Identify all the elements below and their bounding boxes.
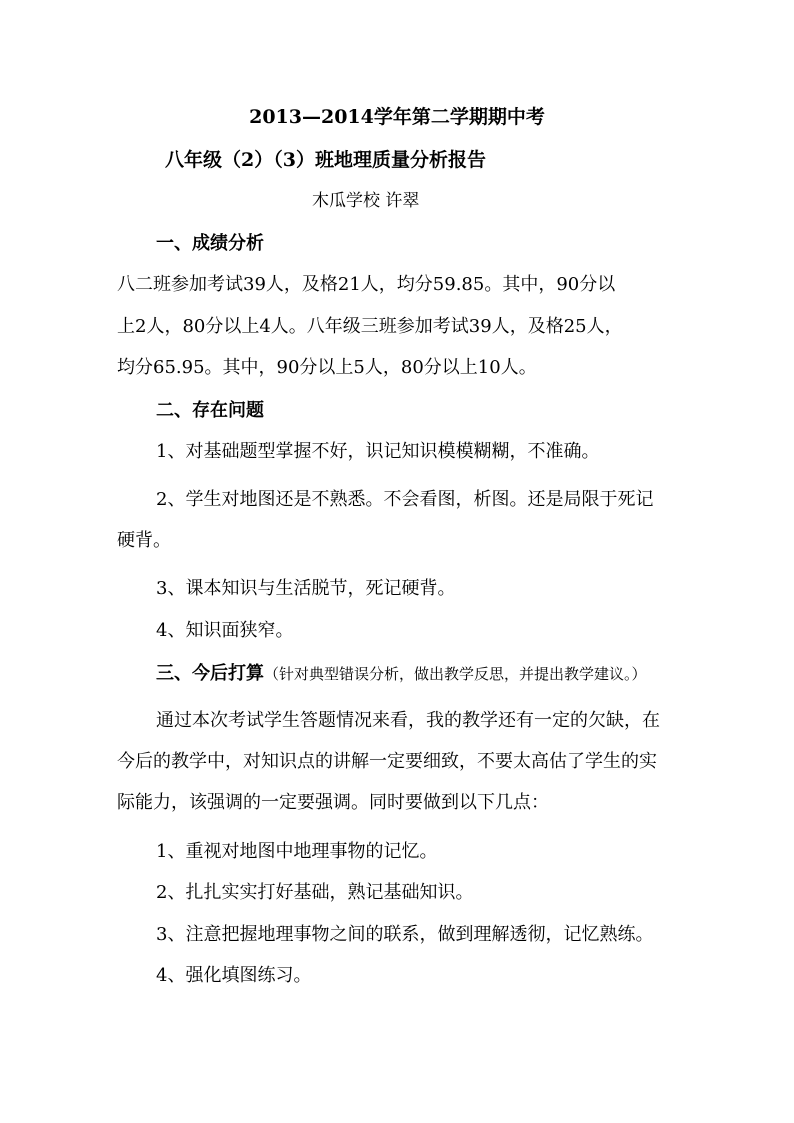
author-line: 木瓜学校 许翠 bbox=[312, 191, 420, 211]
problem-item-2: 2、学生对地图还是不熟悉。不会看图，析图。还是局限于死记 bbox=[156, 489, 654, 510]
document-title: 2013—2014学年第二学期期中考 bbox=[249, 106, 545, 128]
paragraph-line: 通过本次考试学生答题情况来看，我的教学还有一定的欠缺，在 bbox=[156, 710, 660, 731]
section-heading-score-analysis: 一、成绩分析 bbox=[156, 233, 264, 254]
problem-item-2-continued: 硬背。 bbox=[117, 530, 171, 551]
paragraph-line: 今后的教学中，对知识点的讲解一定要细致，不要太高估了学生的实 bbox=[117, 751, 657, 772]
section-heading-plans-text: 三、今后打算 bbox=[156, 663, 264, 684]
paragraph-line: 上2人，80分以上4人。八年级三班参加考试39人，及格25人， bbox=[117, 316, 623, 337]
plan-item-3: 3、注意把握地理事物之间的联系，做到理解透彻，记忆熟练。 bbox=[156, 924, 654, 945]
plan-item-4: 4、强化填图练习。 bbox=[156, 965, 312, 986]
paragraph-line: 均分65.95。其中，90分以上5人，80分以上10人。 bbox=[117, 357, 537, 378]
section-heading-plans bbox=[156, 663, 647, 685]
section-heading-problems: 二、存在问题 bbox=[156, 400, 264, 421]
problem-item-3: 3、课本知识与生活脱节，死记硬背。 bbox=[156, 578, 456, 599]
section-heading-plans-note: （针对典型错误分析，做出教学反思，并提出教学建议。） bbox=[264, 665, 647, 683]
paragraph-line: 八二班参加考试39人，及格21人，均分59.85。其中，90分以 bbox=[117, 274, 616, 295]
document-subtitle: 八年级（2）（3）班地理质量分析报告 bbox=[165, 149, 486, 171]
plan-item-1: 1、重视对地图中地理事物的记忆。 bbox=[156, 841, 438, 862]
plan-item-2: 2、扎扎实实打好基础，熟记基础知识。 bbox=[156, 882, 474, 903]
problem-item-4: 4、知识面狭窄。 bbox=[156, 620, 294, 641]
paragraph-line: 际能力，该强调的一定要强调。同时要做到以下几点： bbox=[117, 792, 549, 813]
problem-item-1: 1、对基础题型掌握不好，识记知识模模糊糊，不准确。 bbox=[156, 441, 600, 462]
